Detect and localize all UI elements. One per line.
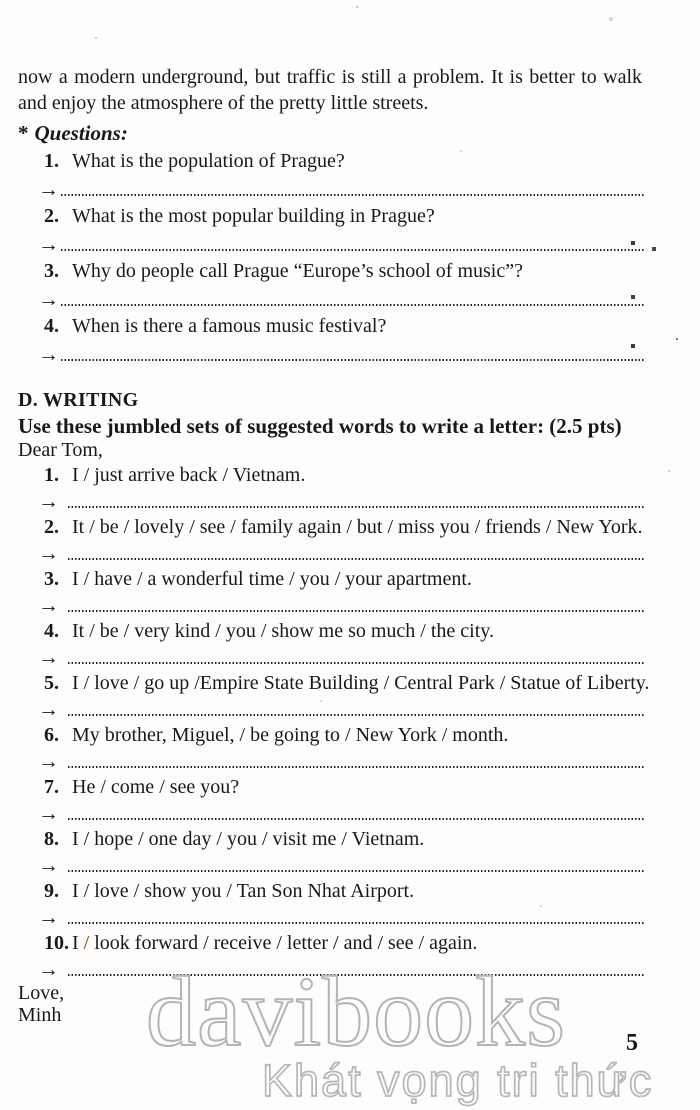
writing-item-row [18, 774, 642, 801]
letter-salutation: Dear Tom, [18, 439, 103, 461]
item-number: 9. [44, 880, 59, 902]
answer-row [18, 231, 642, 257]
writing-item-row [18, 566, 642, 593]
dotted-answer-line [68, 558, 645, 560]
item-number: 2. [44, 516, 59, 538]
dotted-answer-line [68, 506, 645, 508]
item-text: I / love / go up /Empire State Building / Central Park / Statue of Liberty. [72, 672, 650, 694]
dotted-answer-line [68, 714, 645, 716]
arrow-icon: → [38, 541, 59, 565]
dotted-answer-line [68, 766, 645, 768]
item-number: 5. [44, 672, 59, 694]
dotted-answer-line [61, 249, 645, 251]
item-number: 4. [44, 620, 59, 642]
item-text: It / be / lovely / see / family again / but / miss you / friends / New York. [72, 516, 643, 538]
intro-paragraph-line-2: and enjoy the atmosphere of the pretty little streets. [18, 92, 429, 114]
answer-row [18, 801, 642, 826]
item-text: My brother, Miguel, / be going to / New York / month. [72, 724, 509, 746]
question-number: 3. [44, 260, 59, 282]
arrow-icon: → [38, 697, 59, 721]
question-number: 1. [44, 150, 59, 172]
questions-heading-label: Questions: [34, 121, 128, 145]
arrow-icon: → [38, 593, 59, 617]
arrow-icon: → [38, 287, 59, 311]
answer-row [18, 645, 642, 670]
writing-item-row [18, 514, 642, 541]
dotted-answer-line [61, 359, 645, 361]
arrow-icon: → [38, 905, 59, 929]
answer-row [18, 957, 642, 982]
page-number: 5 [626, 1030, 638, 1056]
item-number: 6. [44, 724, 59, 746]
intro-paragraph-line-1: now a modern underground, but traffic is still a problem. It is better to walk [18, 66, 642, 88]
writing-item-row [18, 826, 642, 853]
item-text: I / just arrive back / Vietnam. [72, 464, 306, 486]
answer-row [18, 286, 642, 312]
letter-closing: Love, [18, 982, 65, 1004]
item-text: He / come / see you? [72, 776, 240, 798]
red-ink-slash-mark: / [83, 932, 90, 954]
arrow-icon: → [38, 957, 59, 981]
writing-section-heading: D. WRITING [18, 389, 139, 411]
writing-item-row [18, 462, 642, 489]
question-text: What is the population of Prague? [72, 150, 345, 172]
writing-item-row [18, 670, 650, 697]
writing-item-row [18, 722, 642, 749]
answer-row [18, 697, 642, 722]
writing-item-row [18, 878, 642, 905]
letter-signature: Minh [18, 1004, 62, 1026]
writing-item-row [18, 930, 642, 957]
item-number: 3. [44, 568, 59, 590]
answer-row [18, 341, 642, 367]
scan-noise-specks [0, 0, 2, 2]
dotted-answer-line [68, 662, 645, 664]
item-text: I / hope / one day / you / visit me / Vietnam. [72, 828, 425, 850]
item-text-rest: look forward / receive / letter / and / see / again. [89, 932, 478, 954]
arrow-icon: → [38, 177, 59, 201]
answer-row [18, 541, 642, 566]
item-number: 8. [44, 828, 59, 850]
arrow-icon: → [38, 853, 59, 877]
arrow-icon: → [38, 489, 59, 513]
item-text: I / love / show you / Tan Son Nhat Airport. [72, 880, 415, 902]
item-number: 10. [44, 932, 69, 954]
question-row [18, 312, 642, 341]
arrow-icon: → [38, 342, 59, 366]
dotted-answer-line [68, 610, 645, 612]
question-row [18, 257, 642, 286]
arrow-icon: → [38, 232, 59, 256]
question-number: 2. [44, 205, 59, 227]
dotted-answer-line [68, 974, 645, 976]
dotted-answer-line [61, 194, 645, 196]
davibooks-watermark: davibooks [146, 956, 567, 1067]
item-number: 7. [44, 776, 59, 798]
question-row [18, 202, 642, 231]
answer-row [18, 853, 642, 878]
question-text: What is the most popular building in Prague? [72, 205, 435, 227]
answer-row [18, 593, 642, 618]
writing-item-row [18, 618, 642, 645]
item-text: It / be / very kind / you / show me so much / the city. [72, 620, 494, 642]
arrow-icon: → [38, 645, 59, 669]
answer-row [18, 749, 642, 774]
answer-row [18, 176, 642, 202]
question-row [18, 147, 642, 176]
page-content [18, 64, 650, 1026]
asterisk-marker: * [18, 121, 29, 145]
question-text: Why do people call Prague “Europe’s school of music”? [72, 260, 523, 282]
question-number: 4. [44, 315, 59, 337]
dotted-answer-line [68, 870, 645, 872]
question-text: When is there a famous music festival? [72, 315, 387, 337]
dotted-answer-line [61, 304, 645, 306]
dotted-answer-line [68, 818, 645, 820]
dotted-answer-line [68, 922, 645, 924]
item-text: I / have / a wonderful time / you / your apartment. [72, 568, 472, 590]
answer-row [18, 905, 642, 930]
item-text [72, 932, 477, 954]
answer-row [18, 489, 642, 514]
writing-instruction: Use these jumbled sets of suggested words to write a letter: (2.5 pts) [18, 414, 622, 438]
arrow-icon: → [38, 801, 59, 825]
item-text-prefix: I [72, 932, 84, 954]
watermark-tagline: Khát vọng tri thức [262, 1055, 654, 1106]
arrow-icon: → [38, 749, 59, 773]
questions-heading [18, 119, 642, 147]
item-number: 1. [44, 464, 59, 486]
